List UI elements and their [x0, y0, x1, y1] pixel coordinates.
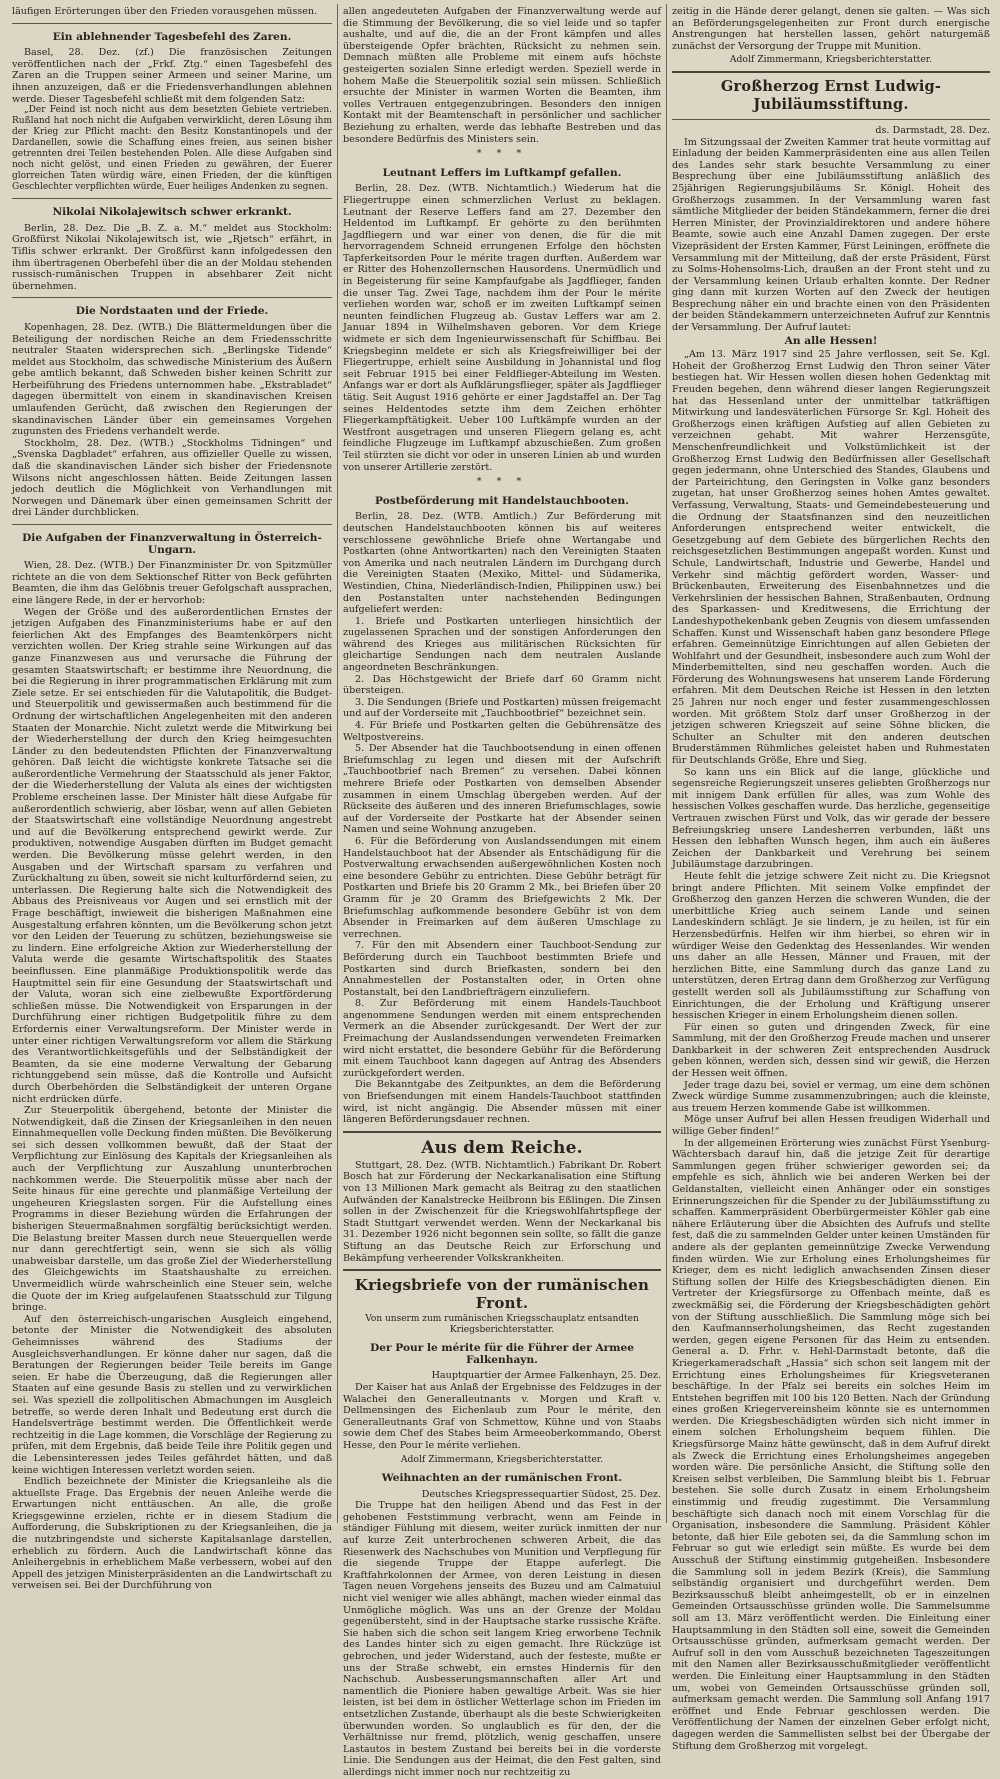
paragraph: Wegen der Größe und des außerordentlichen Ernstes der jetzigen Aufgaben des Finanzministeriums habe er auf den feierlichen Akt des Empfanges des Beamtenkörpers nicht verzichten wollen. Der Krieg strahle seine Wirkungen auf das ganze Finanzwesen aus und verursache die Führung der gesamten Staatswirtschaft; er bestimme ihre Neuordnung, die bei die Regierung in ihrer programmatischen Erklärung mit zum Ziele setze. Er sei entschieden für die Valutapolitik, die Budget- und Steuerpolitik und gewissermaßen auch bestimmend für die Ordnung der wirtschaftlichen Angelegenheiten mit den anderen Staaten der Monarchie. Nicht zuletzt werde die Mitwirkung bei der Wiederherstellung der durch den Krieg heimgesuchten Länder zu den bedeutendsten Pflichten der Finanzverwaltung gehören. Daß leicht die wichtigste konkrete Tatsache sei die außerordentliche Vermehrung der Staatsschuld als jener Faktor, der die Wiederherstellung der Valuta als eines der wichtigsten Probleme erscheinen lasse. Der Minister hält diese Aufgabe für außerordentlich schwierig, aber lösbar, wenn auf allen Gebieten der Staatswirtschaft eine vollständige Neuordnung angestrebt und auf die Bevölkerung entsprechend gewirkt werde. Zur produktiven, notwendige Ausgaben dürften im Budget gemacht werden. Die Bevölkerung müsse gelehrt werden, in den Ausgaben und der Wirtschaft sparsam zu verfahren und Zurückhaltung zu üben, soweit sie nicht kulturfördernd seien, zu unterlassen. Die Regierung halte sich die Notwendigkeit des Abbaus des Preisniveaus vor Augen und sei ernstlich mit der Frage beschäftigt, inwieweit die bisherigen Maßnahmen eine Ausgestaltung erfahren könnten, um die Bevölkerung schon jetzt vor den Leiden der Teuerung zu schützen, beziehungsweise sie zu lindern. Eine erfolgreiche Aktion zur Wiederherstellung der Valuta werde die gesamte Wirtschaftspolitik des Staates beeinflussen. Eine planmäßige Produktionspolitik werde das Hauptmittel sein für eine Gesundung der Staatswirtschaft und der Valuta, woran sich eine zielbewußte Exportförderung schließen müsse. Die Notwendigkeit von Ersparungen in der Durchführung einer richtigen Budgetpolitik führe zu dem Erfordernis einer Verwaltungsreform. Der Minister werde in unter einer richtigen Verwaltungsreform vor allem die Stärkung des Verantwortlichkeitsgefühls und der Selbständigkeit der Beamten, da sie eine moderne Verwaltung der Gebarung richtunggebend sein müsse, daß die Kontrolle und Aufsicht durch Oberbehörden die Selbständigkeit der unteren Organe nicht erdrücken dürfe. [12, 606, 332, 1105]
paragraph: Berlin, 28. Dez. Die „B. Z. a. M.“ meldet aus Stockholm: Großfürst Nikolai Nikolajewitsch ist, wie „Rjetsch“ erfährt, in Tiflis schwer erkrankt. Der Großfürst kann infolgedessen den ihm übertragenen Oberbefehl über die an der Moldau stehenden russisch-rumänischen Truppen in absehbarer Zeit nicht übernehmen. [12, 222, 332, 292]
headline-nikolai: Nikolai Nikolajewitsch schwer erkrankt. [52, 206, 292, 219]
paragraph: allen angedeuteten Aufgaben der Finanzverwaltung werde auf die Stimmung der Bevölkerung, die so viel leide und so tapfer aushalte, und auf die, die an der Front kämpfen und alles übersteigende Opfer brächten, Rücksicht zu nehmen sein. Demnach müßten alle Probleme mit einem aufs höchste gesteigerten sozialen Sinne erledigt werden. Speziell werde in hohem Maße die Steuerpolitik sozial sein müssen. Schließlich ersuchte der Minister in warmen Worten die Beamten, ihm volles Vertrauen entgegenzubringen. Besonders den innigen Kontakt mit der Beamtenschaft in persönlicher und sachlicher Beziehung zu erhalten, werde das lebhafte Bestreben und das besondere Bedürfnis des Ministers sein. [343, 6, 661, 145]
headline-zar: Ein ablehnender Tagesbefehl des Zaren. [52, 30, 292, 43]
paragraph: Möge unser Aufruf bei allen Hessen freudigen Widerhall und willige Geber finden!“ [672, 1114, 990, 1138]
paragraph: 3. Die Sendungen (Briefe und Postkarten) müssen freigemacht und auf der Vorderseite mit „Tauchbootbrief“ bezeichnet sein. [343, 696, 661, 720]
section-subtitle: Von unserm zum rumänischen Kriegsschauplatz entsandten Kriegsberichterstatter. [365, 1314, 639, 1335]
paragraph: 2. Das Höchstgewicht der Briefe darf 60 Gramm nicht übersteigen. [343, 673, 661, 697]
separator-stars: * * * [476, 148, 528, 160]
headline-pour-le-merite: Der Pour le mérite für die Führer der Armee Falkenhayn. [370, 1342, 634, 1366]
divider [12, 297, 332, 298]
column-2 [343, 6, 661, 1778]
headline-an-alle-hessen: An alle Hessen! [784, 334, 878, 347]
divider [343, 1131, 661, 1133]
paragraph: 7. Für den mit Absendern einer Tauchboot-Sendung zur Beförderung durch ein Tauchboot bestimmten Briefe und Postkarten sind durch Briefkasten, sondern bei den Annahmestellen der Postanstalten oder, in Orten ohne Postanstalt, bei den Landbriefträgern einzuliefern. [343, 940, 661, 998]
paragraph: Berlin, 28. Dez. (WTB. Amtlich.) Zur Beförderung mit deutschen Handelstauchbooten können bis auf weiteres verschlossene gewöhnliche Briefe ohne Wertangabe und Postkarten (ohne Antwortkarten) nach den Vereinigten Staaten von Amerika und nach neutralen Ländern im Durchgang durch die Vereinigten Staaten (Mexiko, Mittel- und Südamerika, Westindien, China, Niederländisch-Indien, Philippinen usw.) bei den Postanstalten unter nachstehenden Bedingungen aufgeliefert werden: [343, 511, 661, 616]
headline-postbefoerderung: Postbeförderung mit Handelstauchbooten. [375, 494, 629, 507]
section-title-jubilaeum: Großherzog Ernst Ludwig-Jubiläumsstiftung. [720, 77, 942, 113]
paragraph: Zur Steuerpolitik übergehend, betonte der Minister die Notwendigkeit, daß die Zinsen der Kriegsanleihen in den neuen Einnahmequellen volle Deckung finden müßten. Die Bevölkerung sei sich dessen vollkommen bewußt, daß der Staat der Verpflichtung zur Einlösung des Kapitals der Kriegsanleihen als auch der Verpflichtung zur Auszahlung ununterbrochen nachkommen werde. Die Steuerpolitik müsse aber nach der Seite hinaus für eine gerechte und planmäßige Verteilung der ungeheuren Kriegslasten sorgen. Für die Aufstellung eines Programms in dieser Beziehung würden die Erfahrungen der bisherigen Steuermaßnahmen sorgfältig berücksichtigt werden. Die Belastung breiter Massen durch neue Steuerquellen werde nur dann gerechtfertigt sein, wenn sie sich als völlig unabweisbar darstelle, um das große Ziel der Wiederherstellung des Gleichgewichts im Staatshaushalte zu erreichen. Unvermeidlich würde wahrscheinlich eine Steuer sein, welche die Quote der im Krieg aufgelaufenen Staatsschuld zur Tilgung bringe. [12, 1105, 332, 1314]
headline-leffers: Leutnant Leffers im Luftkampf gefallen. [382, 166, 622, 179]
byline: Adolf Zimmermann, Kriegsberichterstatter. [400, 1453, 604, 1465]
divider [672, 71, 990, 73]
headline-nordstaaten: Die Nordstaaten und der Friede. [75, 305, 269, 318]
dateline: Hauptquartier der Armee Falkenhayn, 25. Dez. [431, 1370, 661, 1382]
paragraph: Jeder trage dazu bei, soviel er vermag, um eine dem schönen Zweck würdige Summe zusammenzubringen; auch die kleinste, aus treuem Herzen kommende Gabe ist willkommen. [672, 1079, 990, 1114]
paragraph: zeitig in die Hände derer gelangt, denen sie galten. — Was sich an Beförderungsgelegenheiten zur Front durch energische Anstrengungen hat herstellen lassen, gehört naturgemäß zunächst der Versorgung der Truppe mit Munition. [672, 6, 990, 52]
paragraph: Im Sitzungssaal der Zweiten Kammer trat heute vormittag auf Einladung der beiden Kammerpräsidenten eine aus allen Teilen des Landes sehr stark besuchte Versammlung zu einer Besprechung über eine Jubiläumsstiftung anläßlich des 25jährigen Regierungsjubiläums Sr. Königl. Hoheit des Großherzogs zusammen. In der Versammlung waren fast sämtliche Mitglieder der beiden Ständekammern, ferner die drei Herren Minister, der Provinzialdirektoren und andere höhere Beamte, sowie auch eine Anzahl Damen zugegen. Der erste Vizepräsident der Ersten Kammer, Fürst Leiningen, eröffnete die Versammlung mit der Mitteilung, daß der erste Präsident, Fürst zu Solms-Hohensolms-Lich, draußen an der Front steht und zu der Versammlung keinen Urlaub erhalten konnte. Der Redner ging dann mit kurzen Worten auf den Zweck der heutigen Besprechung näher ein und brachte einen von den Präsidenten der beiden Ständekammern unterzeichneten Aufruf zur Kenntnis der Versammlung. Der Aufruf lautet: [672, 136, 990, 334]
divider [672, 119, 990, 120]
paragraph: 1. Briefe und Postkarten unterliegen hinsichtlich der zugelassenen Sprachen und der sonstigen Anforderungen den während des Krieges aus militärischen Rücksichten für gleichartige Sendungen nach dem neutralen Auslande angeordneten Beschränkungen. [343, 615, 661, 674]
byline: Adolf Zimmermann, Kriegsberichterstatter. [729, 54, 933, 66]
paragraph: Stockholm, 28. Dez. (WTB.) „Stockholms Tidningen“ und „Svenska Dagbladet“ erfahren, aus offizieller Quelle zu wissen, daß die skandinavischen Länder sich bisher der Friedensnote Wilsons nicht angeschlossen hätten. Beide Zeitungen lassen jedoch deutlich die Möglichkeit von Verhandlungen mit Norwegen und Dänemark über einen gemeinsamen Schritt der drei Länder durchblicken. [12, 437, 332, 519]
divider [12, 198, 332, 199]
paragraph: 8. Zur Beförderung mit einem Handels-Tauchboot angenommene Sendungen werden mit einem entsprechenden Vermerk an die Absender zurückgesandt. Der Wert der zur Freimachung der Auslandssendungen verwendeten Freimarken wird nicht erstattet, die besondere Gebühr für die Beförderung mit einem Tauchboot kann dagegen auf Antrag des Absenders zurückgefordert werden. [343, 998, 661, 1079]
column-1 [12, 6, 332, 1592]
paragraph: Der Kaiser hat aus Anlaß der Ergebnisse des Feldzuges in der Walachei den Generalleutnants v. Morgen und Kraft v. Dellmensingen des Eichenlaub zum Pour le mérite, den Generalleutnants Graf von Schmettow, Kühne und von Staabs sowie dem Chef des Stabes beim Armeeoberkommando, Oberst Hesse, den Pour le mérite verliehen. [343, 1381, 661, 1451]
section-title-kriegsbriefe: Kriegsbriefe von der rumänischen Front. [354, 1276, 650, 1313]
paragraph: 5. Der Absender hat die Tauchbootsendung in einen offenen Briefumschlag zu legen und diesen mit der Aufschrift „Tauchbootbrief nach Bremen“ zu versehen. Dabei können mehrere Briefe oder Postkarten von demselben Absender zusammen in einem Umschlag übergeben werden. Auf der Rückseite des äußeren und des inneren Briefumschlages, sowie auf der Vorderseite der Postkarte hat der Absender seinen Namen und seine Wohnung anzugeben. [343, 743, 661, 836]
column-3 [672, 6, 990, 1752]
paragraph: Die Bekanntgabe des Zeitpunktes, an dem die Beförderung von Briefsendungen mit einem Handels-Tauchboot stattfinden wird, ist nicht angängig. Die Absender müssen mit einer längeren Beförderungsdauer rechnen. [343, 1079, 661, 1126]
paragraph: Die Truppe hat den heiligen Abend und das Fest in der gehobenen Feststimmung verbracht, wenn am Feinde in ständiger Fühlung mit diesem, weiter zurück inmitten der nur auf kurze Zeit unterbrochenen schweren Arbeit, die das Riesenwerk des Nachschubes von Munition und Verpflegung für die siegende Truppe der Etappe auferlegt. Die Kraftfahrkolonnen der Armee, von deren Leistung in diesen Tagen neuen Vorgehens jenseits des Buzeu und am Calmatuiul nicht viel weniger wie alles abhängt, machen wieder einmal das Unmögliche möglich. Was uns an der Grenze der Moldau gegenübersteht, sind in der Hauptsache starke russische Kräfte. Sie haben sich die schon seit langem Krieg erworbene Technik des Landes hinter sich zu eigen gemacht. Ihre Rückzüge ist gebrochen, und jeder Widerstand, auch der festeste, mußte er uns der Straße schwebt, ein ernstes Hindernis für den Nachschub. Ausbesserungsmannschaften aller Art und namentlich die Pioniere haben gewaltige Arbeit. Was sie hier leisten, ist bei dem in östlicher Wetterlage schon im Frieden im entsetzlichen Zustande, überhaupt als die beste Schwierigkeiten überwunden worden. So unglaublich es für den, der die Verhältnisse nur fremd, plötzlich, wenig geschaffen, unsere Lastautos in bestem Zustand bei bereits bei in die vorderste Linie. Die Sendungen aus der Heimat, die den Fest galten, sind allerdings nicht immer noch nur rechtzeitig zu [343, 1500, 661, 1778]
article-continuation: läufigen Erörterungen über den Frieden vorausgehen müssen. [12, 6, 318, 17]
paragraph: Für einen so guten und dringenden Zweck, für eine Sammlung, mit der den Großherzog Freude machen und unserer Dankbarkeit in der schweren Zeit entsprechenden Ausdruck geben können, werden sich, dessen sind wir gewiß, die Herzen der Hessen weit öffnen. [672, 1021, 990, 1080]
divider [12, 524, 332, 525]
paragraph: Basel, 28. Dez. (zf.) Die französischen Zeitungen veröffentlichen nach der „Frkf. Ztg.“ einen Tagesbefehl des Zaren an die Truppen seiner Armeen und seiner Marine, um ihnen anzuzeigen, daß er die Friedensverhandlungen ablehnen werde. Dieser Tagesbefehl schließt mit dem folgenden Satz: [12, 47, 332, 105]
headline-finanzverwaltung: Die Aufgaben der Finanzverwaltung in Österreich-Ungarn. [22, 532, 322, 556]
paragraph: „Am 13. März 1917 sind 25 Jahre verflossen, seit Se. Kgl. Hoheit der Großherzog Ernst Ludwig den Thron seiner Väter bestiegen hat. Wir Hessen wollen diesen hohen Gedenktag mit Freuden begehen, denn während dieser langen Regierungszeit hat das Hessenland unter der unmittelbar tatkräftigen Mitwirkung und landesväterlichen Fürsorge Sr. Kgl. Hoheit des Großherzogs einen kräftigen Aufstieg auf allen Gebieten zu verzeichnen gehabt. Mit wahrer Herzensgüte, Menschenfreundlichkeit und Volkstümlichkeit ist der Großherzog Ernst Ludwig den Bedürfnissen aller Gesellschaft gegen jedermann, ohne Unterschied des Standes, Glaubens und der Parteirichtung, den Geringsten in Volke ganz besonders zugetan, hat unser Großherzog seines hohen Amtes gewaltet. Verfassung, Verwaltung, Staats- und Gemeindebesteuerung und die Ordnung der Staatsfinanzen sind den neuzeitlichen Anforderungen entsprechend weiter entwickelt, die Gesetzgebung auf dem Gebiete des bürgerlichen Rechts den reichsgesetzlichen Bestimmungen angepaßt worden. Kunst und Schule, Landwirtschaft, Industrie und Gewerbe, Handel und Verkehr sind mächtig gefördert worden, Wasser- und Brückenbauten, Erweiterung des Eisenbahnnetzes und die Verkehrslinien der hessischen Bahnen, Straßenbauten, Ordnung des Sparkassen- und Kreditwesens, die Errichtung der Landeshypothekenbank geben Zeugnis von diesem umfassenden Schaffen. Kunst und Wissenschaft haben ganz besondere Pflege erfahren. Gemeinnützige Einrichtungen auf allen Gebieten der Wohlfahrt und der Gesundheit, insbesondere auch zum Wohl der Minderbemittelten, sind neu geschaffen worden. Auch die Förderung des Wohnungswesens hat unserem Lande Förderung erfahren. Mit dem Deutschen Reiche ist Hessen in den letzten 25 Jahren nur noch enger und fester zusammengeschlossen worden. Mit größtem Stolz darf unser Großherzog in der jetzigen schweren Kriegszeit auf seine Söhne blicken, die Schulter an Schulter mit den anderen deutschen Bruderstämmen Rühmliches geleistet haben und Ruhmestaten für Deutschlands Größe, Ehre und Sieg. [672, 349, 990, 767]
paragraph: Endlich bezeichnete der Minister die Kriegsanleihe als die aktuellste Frage. Das Ergebnis der neuen Anleihe werde die Erwartungen nicht enttäuschen. An alle, die große Kriegsgewinne erzielen, richte er in diesem Stadium die Aufforderung, die Subskriptionen zu der Kriegsanleihen, die ja die nutzbringendste und sicherste Kapitalsanlage darstellen, erheblich zu fördern. Auch die Landwirtschaft könne das Anleihergebnis in erheblichem Maße verbessern, wobei auf den Appell des jetzigen Ministerpräsidenten an die Landwirtschaft zu verweisen sei. Bei der Durchführung von [12, 1476, 332, 1592]
dateline: ds. Darmstadt, 28. Dez. [875, 124, 990, 136]
paragraph: Wien, 28. Dez. (WTB.) Der Finanzminister Dr. von Spitzmüller richtete an die von dem Sektionschef Ritter von Beck geführten Beamten, die ihm das Gelöbnis treuer Gefolgschaft aussprachen, eine längere Rede, in der er hervorhob: [12, 560, 332, 606]
section-title-reich: Aus dem Reiche. [421, 1137, 583, 1158]
paragraph: Auf den österreichisch-ungarischen Ausgleich eingehend, betonte der Minister die Notwendigkeit des absoluten Geheimnisses während des Stadiums der Ausgleichsverhandlungen. Er könne daher nur sagen, daß die Beratungen der Regierungen beider Teile bereits im Gange seien. Er habe die Überzeugung, daß die Regierungen aller Staaten auf eine gesunde Basis zu stellen und zu verwirklichen sei. Was speziell die zollpolitischen Abmachungen im Ausgleich betreffe, so werde deren Inhalt und Bedeutung erst durch die Handelsverträge bestimmt werden. Die Öffentlichkeit werde rechtzeitig in die Lage kommen, die Vorschläge der Regierung zu prüfen, mit dem Ergebnis, daß beide Teile ihre Politik gegen und die Lebensinteressen jedes Teiles gefährdet hätten, und daß keine wichtigen Interessen verletzt worden seien. [12, 1313, 332, 1476]
paragraph: Berlin, 28. Dez. (WTB. Nichtamtlich.) Wiederum hat die Fliegertruppe einen schmerzlichen Verlust zu beklagen. Leutnant der Reserve Leffers fand am 27. Dezember den Heldentod im Luftkampf. Er gehörte zu den berühmten Jagdfliegern und war einer von denen, die für die mit hervorragendem Schneid errungenen Erfolge den höchsten Tapferkeitsorden Pour le mérite tragen durften. Außerdem war er Ritter des Hohenzollernschen Hausordens. Unermüdlich und in Begeisterung für seine Kampfaufgabe als Jagdflieger, fanden die unser Tag. Zwei Tage, nachdem ihm der Pour le mérite verliehen worden war, schoß er im zweiten Luftkampf seinen neunten feindlichen Flugzeug ab. Gustav Leffers war am 2. Januar 1894 in Wilhelmshaven geboren. Vor dem Kriege widmete er sich dem Ingenieurwissenschaft für Schiffbau. Bei Kriegsbeginn meldete er sich als Kriegsfreiwilliger bei der Fliegertruppe, erhielt seine Ausbildung in Johannistal und flog seit Februar 1915 bei einer Feldflieger-Abteilung im Westen. Anfangs war er dort als Aufklärungsflieger, später als Jagdflieger tätig. Seit August 1916 gehörte er einer Jagdstaffel an. Der Tag seines Heldentodes setzte ihm dem Zeichen erhöhter Fliegerkampftätigkeit. Ueber 100 Luftkämpfe wurden an der Westfront ausgetragen und unseren Fliegern gelang es, acht feindliche Flugzeuge im Luftkampf abzuschießen. Zum großen Teil stürzten sie dicht vor oder in unseren Linien ab und wurden von unserer Artillerie zerstört. [343, 183, 661, 473]
headline-weihnachten: Weihnachten an der rumänischen Front. [381, 1472, 623, 1485]
quote-paragraph: „Der Feind ist noch nicht aus dem besetzten Gebiete vertrieben. Rußland hat noch nicht die Aufgaben verwirklicht, deren Lösung ihm der Krieg zur Pflicht macht: den Besitz Konstantinopels und der Dardanellen, sowie die Schaffung eines freien, aus seinen bisher getrennten drei Teilen bestehenden Polen. Alle diese Aufgaben sind noch nicht gelöst, und einen Frieden zu gewähren, der Euerer glorreichen Taten würdig wäre, einen Frieden, der die künftigen Geschlechter verpflichten würde, Euer heiliges Andenken zu segnen. [12, 105, 332, 193]
column-rule [666, 4, 667, 1523]
column-rule [337, 4, 338, 1523]
divider [12, 23, 332, 24]
paragraph: Heute fehlt die jetzige schwere Zeit nicht zu. Die Kriegsnot bringt andere Pflichten. Mit seinem Volke empfindet der Großherzog den ganzen Herzen die schweren Wunden, die der unerbittliche Krieg auch seinem Lande und seinen Landeskindern schlägt. Je sie lindern, je zu heilen, ist für ein Herzensbedürfnis. Helfen wir ihm hierbei, so ehren wir in würdiger Weise den Gedenktag des Hessenlandes. Wir wenden uns daher an alle Hessen, Männer und Frauen, mit der herzlichen Bitte, eine Sammlung durch das ganze Land zu unterstützen, deren Ertrag dann dem Großherzog zur Verfügung gestellt werden soll als Jubiläumsstiftung zur Schaffung von Einrichtungen, die der Erholung und Kräftigung unserer hessischen Krieger in einem Erholungsheim dienen sollen. [672, 870, 990, 1022]
divider [343, 1269, 661, 1271]
paragraph: Stuttgart, 28. Dez. (WTB. Nichtamtlich.) Fabrikant Dr. Robert Bosch hat zur Förderung der Neckarkanalisation eine Stiftung von 13 Millionen Mark gemacht als Beitrag zu den staatlichen Aufwänden der Kanalstrecke Heilbronn bis Eßlingen. Die Zinsen sollen in der Zwischenzeit für die Kriegswohlfahrtspflege der Stadt Stuttgart verwendet werden. Wenn der Neckarkanal bis 31. Dezember 1926 nicht begonnen sein sollte, so fällt die ganze Stiftung an das Deutsche Reich zur Erforschung und Bekämpfung verheerender Volkskrankheiten. [343, 1159, 661, 1264]
paragraph: Kopenhagen, 28. Dez. (WTB.) Die Blättermeldungen über die Beteiligung der nordischen Reiche an dem Friedensschritte neutraler Staaten widersprechen sich. „Berlingske Tidende“ meldet aus Stockholm, das schwedische Ministerium des Äußern gebe amtlich bekannt, daß Schweden bisher keinen Schritt zur Herbeiführung des Friedens unternommen habe. „Ekstrabladet“ dagegen übermittelt von einem in skandinavischen Kreisen umlaufenden Gerücht, daß zwischen den Regierungen der skandinavischen Länder über ein gemeinsames Vorgehen zugunsten des Friedens verhandelt werde. [12, 321, 332, 438]
dateline: Deutsches Kriegspressequartier Südost, 25. Dez. [421, 1488, 661, 1500]
paragraph: 6. Für die Beförderung von Auslandssendungen mit einem Handelstauchboot hat der Absender als Entschädigung für die Postverwaltung erwachsenden außergewöhnlichen Kosten noch eine besondere Gebühr zu entrichten. Diese Gebühr beträgt für Postkarten und Briefe bis 20 Gramm 2 Mk., bei Briefen über 20 Gramm für je 20 Gramm des Briefgewichts 2 Mk. Der Briefumschlag aufkommende besondere Gebühr ist von dem Absender in Freimarken auf dem äußeren Umschlage zu verrechnen. [343, 835, 661, 940]
paragraph: So kann uns ein Blick auf die lange, glückliche und segensreiche Regierungszeit unseres geliebten Großherzogs nur mit innigem Dank erfüllen für alles, was zum Wohle des hessischen Volkes geschaffen wurde. Das herzliche, gegenseitige Vertrauen zwischen Fürst und Volk, das wir gerade der bessere Befreiungskrieg unsere Landesherren verbunden, läßt uns Hessen den lebhaften Wunsch hegen, ihm auch ein äußeres Zeichen der Dankbarkeit und Verehrung bei seinem Jubiläumstage darzubringen. [672, 766, 990, 871]
separator-stars: * * * [476, 476, 528, 488]
paragraph: 4. Für Briefe und Postkarten gelten die Gebührensätze des Weltpostvereins. [343, 720, 661, 743]
paragraph: In der allgemeinen Erörterung wies zunächst Fürst Ysenburg-Wächtersbach darauf hin, daß die jetzige Zeit für derartige Sammlungen gegen früher schwieriger geworden sei; da empfehle es sich, ähnlich wie bei anderen Werken bei der Geldanstalten, vielleicht einen Anhänger oder ein sonstiges Erinnerungszeichen für die Spender zu der Jubiläumsstiftung zu schaffen. Kammerpräsident Oberbürgermeister Köhler gab eine nähere Erläuterung über die Absichten des Aufrufs und stellte fest, daß die zu sammelnden Gelder unter keinen Umständen für andere als der geplanten gemeinnützige Zwecke Verwendung finden würden. Wie zur Erholung eines Erholungsheimes für Krieger, dem es nicht lediglich anwachsenden Zinsen dieser Stiftung sollen der Hilfe des Kriegsbeschädigten dienen. Ein Vertreter der Kriegsfürsorge zu Offenbach meinte, daß es zweckmäßig sei, die Förderung der Kriegsbeschädigten gehört von der Stiftung ausschließlich. Die Sammlung möge sich bei den Kaufmannserholungsheimen, das Recht zugestanden werden, gegen eigene Personen für das Heim zu entsenden. General a. D. Frhr. v. Hehl-Darmstadt betonte, daß die Kriegerkameradschaft „Hassia“ sich schon seit langem mit der Errichtung eines Erholungsheimes für Kriegsveteranen beschäftige. In der Pfalz sei bereits ein solches Heim im Entstehen begriffen mit 100 bis 120 Betten. Nach der Gründung eines großen Kriegervereinsheim könnte sie es unternommen werden. Die Kriegsbeschädigten würden sich nicht immer in einem solchen Erholungsheim bequem fühlen. Die Kriegsfürsorge Mainz hätte gewünscht, daß in dem Aufruf direkt als Zweck die Errichtung eines Erholungsheimes angegeben worden wäre. Die persönliche Ansicht, die Stiftung solle den Kreisen selbst verbleiben, Die Sammlung bleibt bis 1. Februar bestehen. Sie solle durch Zusatz in einem Erholungsheim einstimmig und freudig zugestimmt. Die Versammlung beschäftigte sich danach noch mit einem Vorschlag für die Organisation, insbesondere die Sammlung. Präsident Köhler betonte, daß hier Eile geboten sei, da die Sammlung schon im Februar so gut wie erledigt sein müßte. Es wurde bei dem Ausschuß der Stiftung einstimmig gutgeheißen. Insbesondere die Sammlung soll in jedem Bezirk (Kreis), die Sammlung selbständig organisiert und durchgeführt werden. Dem Bezirksausschuß bleibt anheimgestellt, ob er in einzelnen Gemeinden Ortsausschüsse gründen wolle. Die Sammelsumme soll am 13. März veröffentlicht werden. Die Einleitung einer Hauptsammlung in den Städten soll eine, soweit die Gemeinden Ortsausschüsse gründen, aufmerksam gemacht werden. Der Aufruf soll in den vom Ausschuß bezeichneten Tageszeitungen mit den Namen aller Bezirksausschußmitglieder veröffentlicht werden. Die Einleitung einer Hauptsammlung in den Städten um, wobei von Gemeinden Ortsausschüsse gründen soll, aufmerksam gemacht werden. Die Sammlung soll Anfang 1917 eröffnet und Ende Februar geschlossen werden. Die Veröffentlichung der Namen der einzelnen Geber erfolgt nicht, dagegen werden die Sammellisten selbst bei der Übergabe der Stiftung dem Großherzog mit vorgelegt. [672, 1137, 990, 1752]
